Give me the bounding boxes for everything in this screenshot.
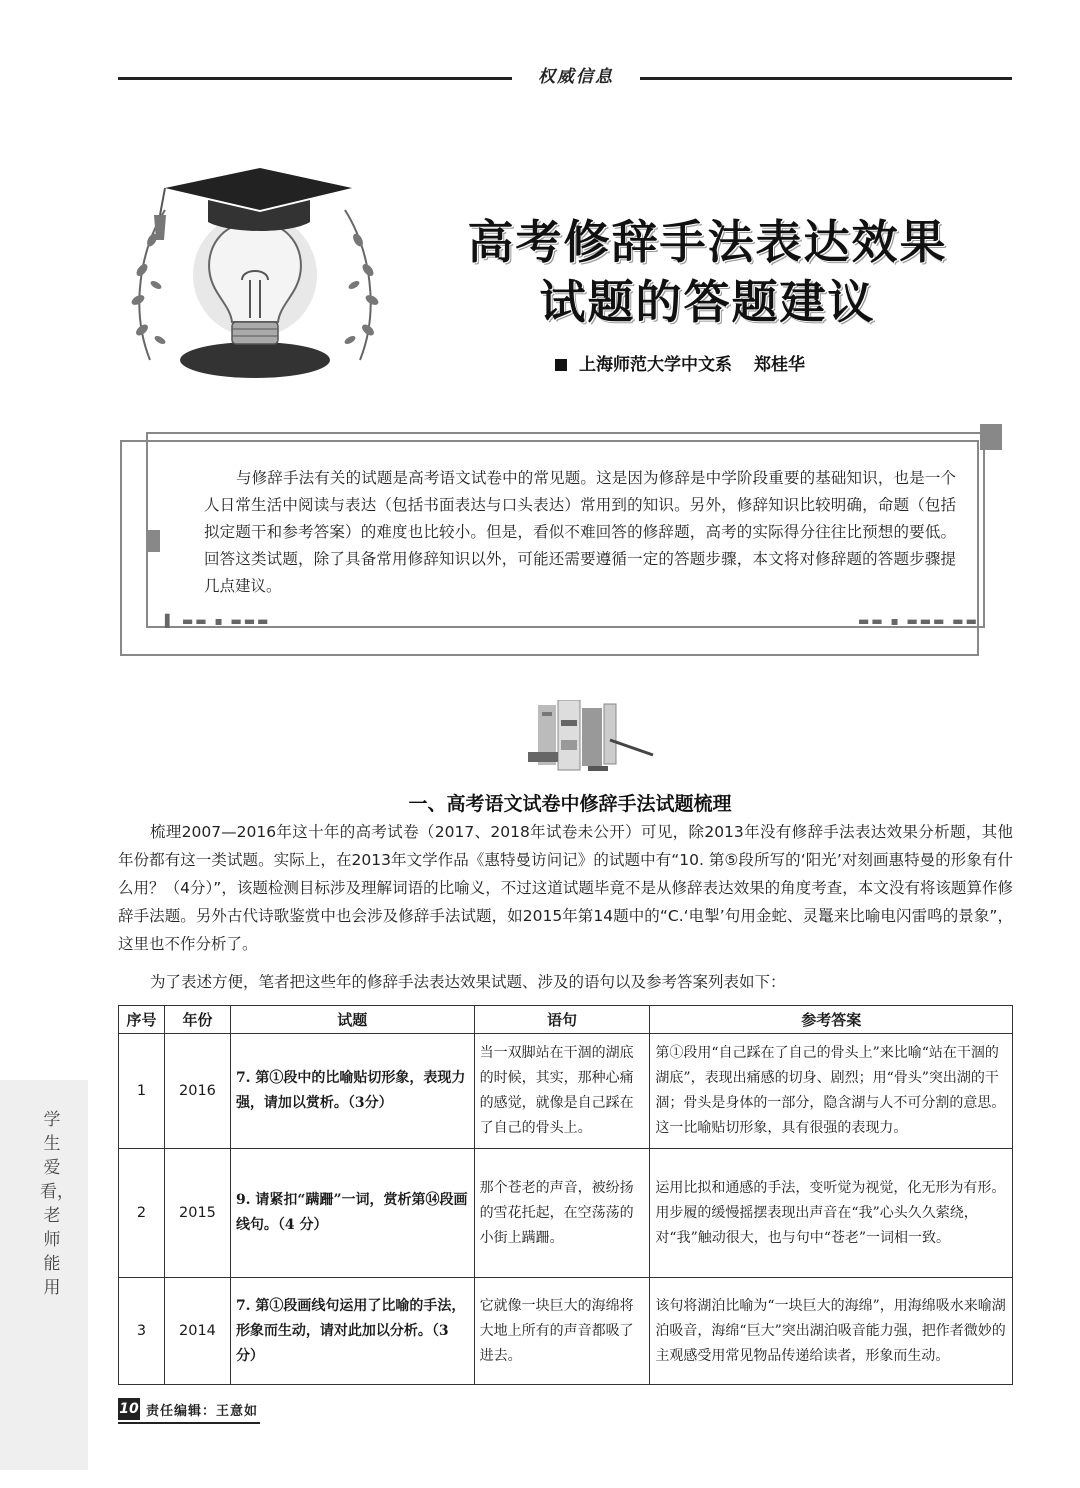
- cell-sentence: 那个苍老的声音，被纷扬的雪花托起，在空荡荡的小街上蹒跚。: [474, 1149, 650, 1278]
- title-line-2: 试题的答题建议: [539, 275, 876, 329]
- books-decoration-icon: [528, 700, 658, 775]
- cell-year: 2014: [164, 1278, 230, 1385]
- section-heading: 一、高考语文试卷中修辞手法试题梳理: [408, 793, 732, 815]
- table-header-row: [119, 1006, 1013, 1034]
- frame-dash-decoration-right: ▬▬ ▪ ▬▬▬ ▬▬: [858, 614, 979, 628]
- table-row: [119, 1149, 1013, 1278]
- square-bullet-icon: [555, 359, 567, 371]
- cell-question: 7. 第①段画线句运用了比喻的手法，形象而生动，请对此加以分析。（3分）: [230, 1278, 474, 1385]
- side-slogan: 学生爱看，老师能用: [40, 1110, 74, 1298]
- table-row: [119, 1034, 1013, 1149]
- abstract-text: 与修辞手法有关的试题是高考语文试卷中的常见题。这是因为修辞是中学阶段重要的基础知识，也是一个人日常生活中阅读与表达（包括书面表达与口头表达）常用到的知识。另外，修辞知识比较明确，命题（包括拟定题干和参考答案）的难度也比较小。但是，看似不难回答的修辞题，高考的实际得分往往比预想的要低。回答这类试题，除了具备常用修辞知识以外，可能还需要遵循一定的答题步骤，本文将对修辞题的答题步骤提几点建议。: [204, 469, 956, 595]
- title-line-1: 高考修辞手法表达效果: [467, 215, 948, 269]
- cell-answer: 该句将湖泊比喻为“一块巨大的海绵”，用海绵吸水来喻湖泊吸音，海绵“巨大”突出湖泊吸音能力强，把作者微妙的主观感受用常见物品传递给读者，形象而生动。: [650, 1278, 1013, 1385]
- responsible-editor: 责任编辑：王意如: [146, 1404, 259, 1419]
- author-affiliation: 上海师范大学中文系: [579, 355, 732, 375]
- cell-no: 1: [119, 1034, 165, 1149]
- col-header-no: 序号: [119, 1006, 165, 1034]
- body-paragraph-2: 为了表述方便，笔者把这些年的修辞手法表达效果试题、涉及的语句以及参考答案列表如下：: [150, 973, 786, 991]
- lightbulb-graduation-cap-illustration: [120, 160, 390, 385]
- header-rule-right: [640, 77, 1012, 80]
- footer-rule: [118, 1422, 260, 1424]
- cell-question: 7. 第①段中的比喻贴切形象，表现力强，请加以赏析。（3分）: [230, 1034, 474, 1149]
- frame-corner-square: [980, 424, 1002, 450]
- cell-answer: 运用比拟和通感的手法，变听觉为视觉，化无形为有形。用步履的缓慢摇摆表现出声音在“我”心头久久萦绕，对“我”触动很大，也与句中“苍老”一词相一致。: [650, 1149, 1013, 1278]
- cell-question: 9. 请紧扣“蹒跚”一词，赏析第⑭段画线句。（4 分）: [230, 1149, 474, 1278]
- cell-sentence: 当一双脚站在干涸的湖底的时候，其实，那种心痛的感觉，就像是自己踩在了自己的骨头上。: [474, 1034, 650, 1149]
- cell-no: 3: [119, 1278, 165, 1385]
- byline: [555, 350, 885, 375]
- col-header-sentence: 语句: [474, 1006, 650, 1034]
- table-row: [119, 1278, 1013, 1385]
- frame-side-square: [146, 530, 160, 552]
- body-paragraph-1: 梳理2007—2016年这十年的高考试卷（2017、2018年试卷未公开）可见，除2013年没有修辞手法表达效果分析题，其他年份都有这一类试题。实际上，在2013年文学作品《惠特曼访问记》的试题中有“10. 第⑤段所写的‘阳光’对刻画惠特曼的形象有什么用？（4分）”，该题检测目标涉及理解词语的比喻义，不过这道试题毕竟不是从修辞表达效果的角度考查，本文没有将该题算作修辞手法题。另外古代诗歌鉴赏中也会涉及修辞手法试题，如2015年第14题中的“C.‘电掣’句用金蛇、灵鼍来比喻电闪雷鸣的景象”，这里也不作分析了。: [118, 823, 1013, 953]
- frame-dash-decoration-left: ▌ ▬▬ ▪ ▬▬▬: [165, 614, 271, 628]
- cell-year: 2015: [164, 1149, 230, 1278]
- author-name: 郑桂华: [754, 355, 805, 375]
- col-header-answer: 参考答案: [650, 1006, 1013, 1034]
- cell-sentence: 它就像一块巨大的海绵将大地上所有的声音都吸了进去。: [474, 1278, 650, 1385]
- page-number: 10: [118, 1398, 140, 1420]
- col-header-year: 年份: [164, 1006, 230, 1034]
- cell-answer: 第①段用“自己踩在了自己的骨头上”来比喻“站在干涸的湖底”，表现出痛感的切身、剧烈；用“骨头”突出湖的干涸；骨头是身体的一部分，隐含湖与人不可分割的意思。这一比喻贴切形象，具有很强的表现力。: [650, 1034, 1013, 1149]
- exam-questions-table: [118, 1005, 1013, 1385]
- col-header-question: 试题: [230, 1006, 474, 1034]
- header-rule-left: [118, 77, 512, 80]
- cell-year: 2016: [164, 1034, 230, 1149]
- section-label: 权威信息: [538, 67, 614, 87]
- article-title: [395, 212, 1020, 332]
- cell-no: 2: [119, 1149, 165, 1278]
